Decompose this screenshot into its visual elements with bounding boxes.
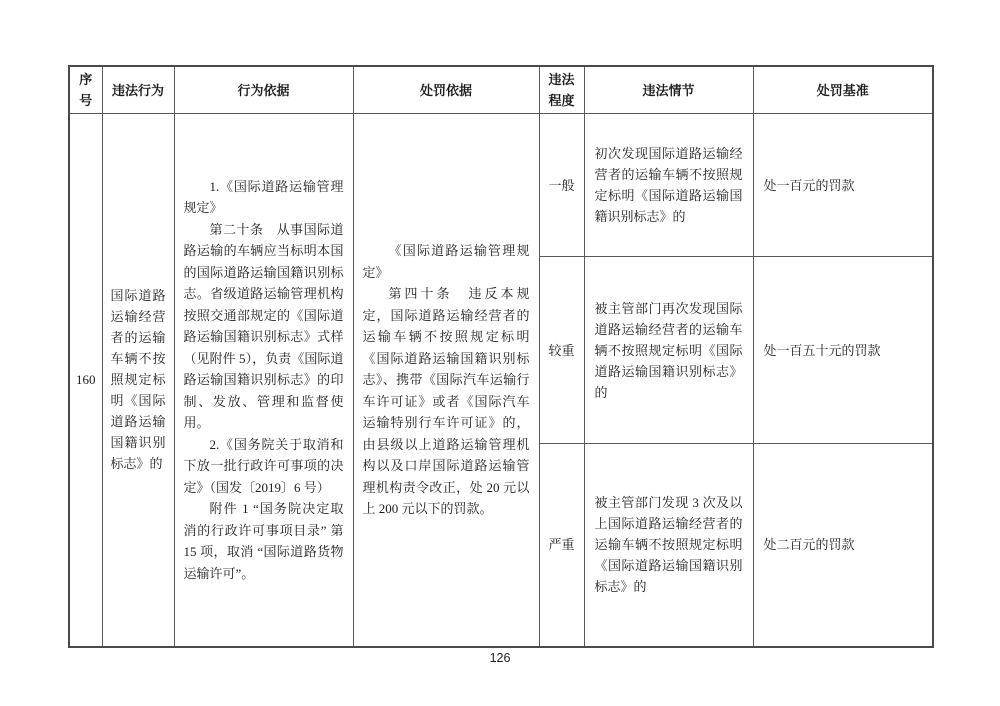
severity-row-general: [69, 114, 933, 257]
behavior-basis-paragraph: 2.《国务院关于取消和下放一批行政许可事项的决定》（国发〔2019〕6 号）: [183, 436, 344, 495]
cell-illegal-behavior: 国际道路运输经营者的运输车辆不按照规定标明《国际道路运输国籍识别标志》的: [102, 114, 174, 647]
header-violation-circumstance: 违法情节: [584, 66, 753, 114]
cell-circumstance-general: 初次发现国际道路运输经营者的运输车辆不按照规定标明《国际道路运输国籍识别标志》的: [584, 114, 753, 257]
header-serial-number: 序号: [69, 66, 102, 114]
cell-circumstance-serious: 被主管部门再次发现国际道路运输经营者的运输车辆不按照规定标明《国际道路运输国籍识别标志》的: [584, 257, 753, 444]
page-number: 126: [489, 651, 511, 665]
cell-degree-serious: 较重: [539, 257, 584, 444]
cell-circumstance-severe: 被主管部门发现 3 次及以上国际道路运输经营者的运输车辆不按照规定标明《国际道路运输国籍识别标志》的: [584, 444, 753, 647]
behavior-basis-paragraph: 附件 1 “国务院决定取消的行政许可事项目录” 第 15 项，取消 “国际道路货物运输许可”。: [183, 501, 344, 581]
header-violation-degree: 违法程度: [539, 66, 584, 114]
header-illegal-behavior: 违法行为: [102, 66, 174, 114]
cell-benchmark-general: 处一百元的罚款: [753, 114, 933, 257]
header-penalty-basis: 处罚依据: [353, 66, 539, 114]
cell-degree-general: 一般: [539, 114, 584, 257]
cell-behavior-basis: [174, 114, 353, 647]
cell-benchmark-severe: 处二百元的罚款: [753, 444, 933, 647]
penalty-standards-table: [68, 65, 934, 648]
penalty-basis-paragraph: 《国际道路运输管理规定》: [362, 243, 530, 280]
header-behavior-basis: 行为依据: [174, 66, 353, 114]
penalty-basis-paragraph: 第四十条 违反本规定，国际道路运输经营者的运输车辆不按照规定标明《国际道路运输国籍识别标志》、携带《国际汽车运输行车许可证》或者《国际汽车运输特别行车许可证》的，由县级以上道路运输管理机构以及口岸国际道路运输管理机构责令改正，处 20 元以上 200 元以下的罚款。: [362, 286, 530, 516]
cell-penalty-basis: [353, 114, 539, 647]
table-header-row: [69, 66, 933, 114]
behavior-basis-paragraph: 1.《国际道路运输管理规定》: [183, 178, 344, 215]
behavior-basis-paragraph: 第二十条 从事国际道路运输的车辆应当标明本国的国际道路运输国籍识别标志。省级道路运输管理机构按照交通部规定的《国际道路运输国籍识别标志》式样（见附件 5），负责《国际道路运输国籍识别标志》的印制、发放、管理和监督使用。: [183, 221, 344, 430]
cell-serial-number: 160: [69, 114, 102, 647]
cell-benchmark-serious: 处一百五十元的罚款: [753, 257, 933, 444]
cell-degree-severe: 严重: [539, 444, 584, 647]
header-penalty-benchmark: 处罚基准: [753, 66, 933, 114]
